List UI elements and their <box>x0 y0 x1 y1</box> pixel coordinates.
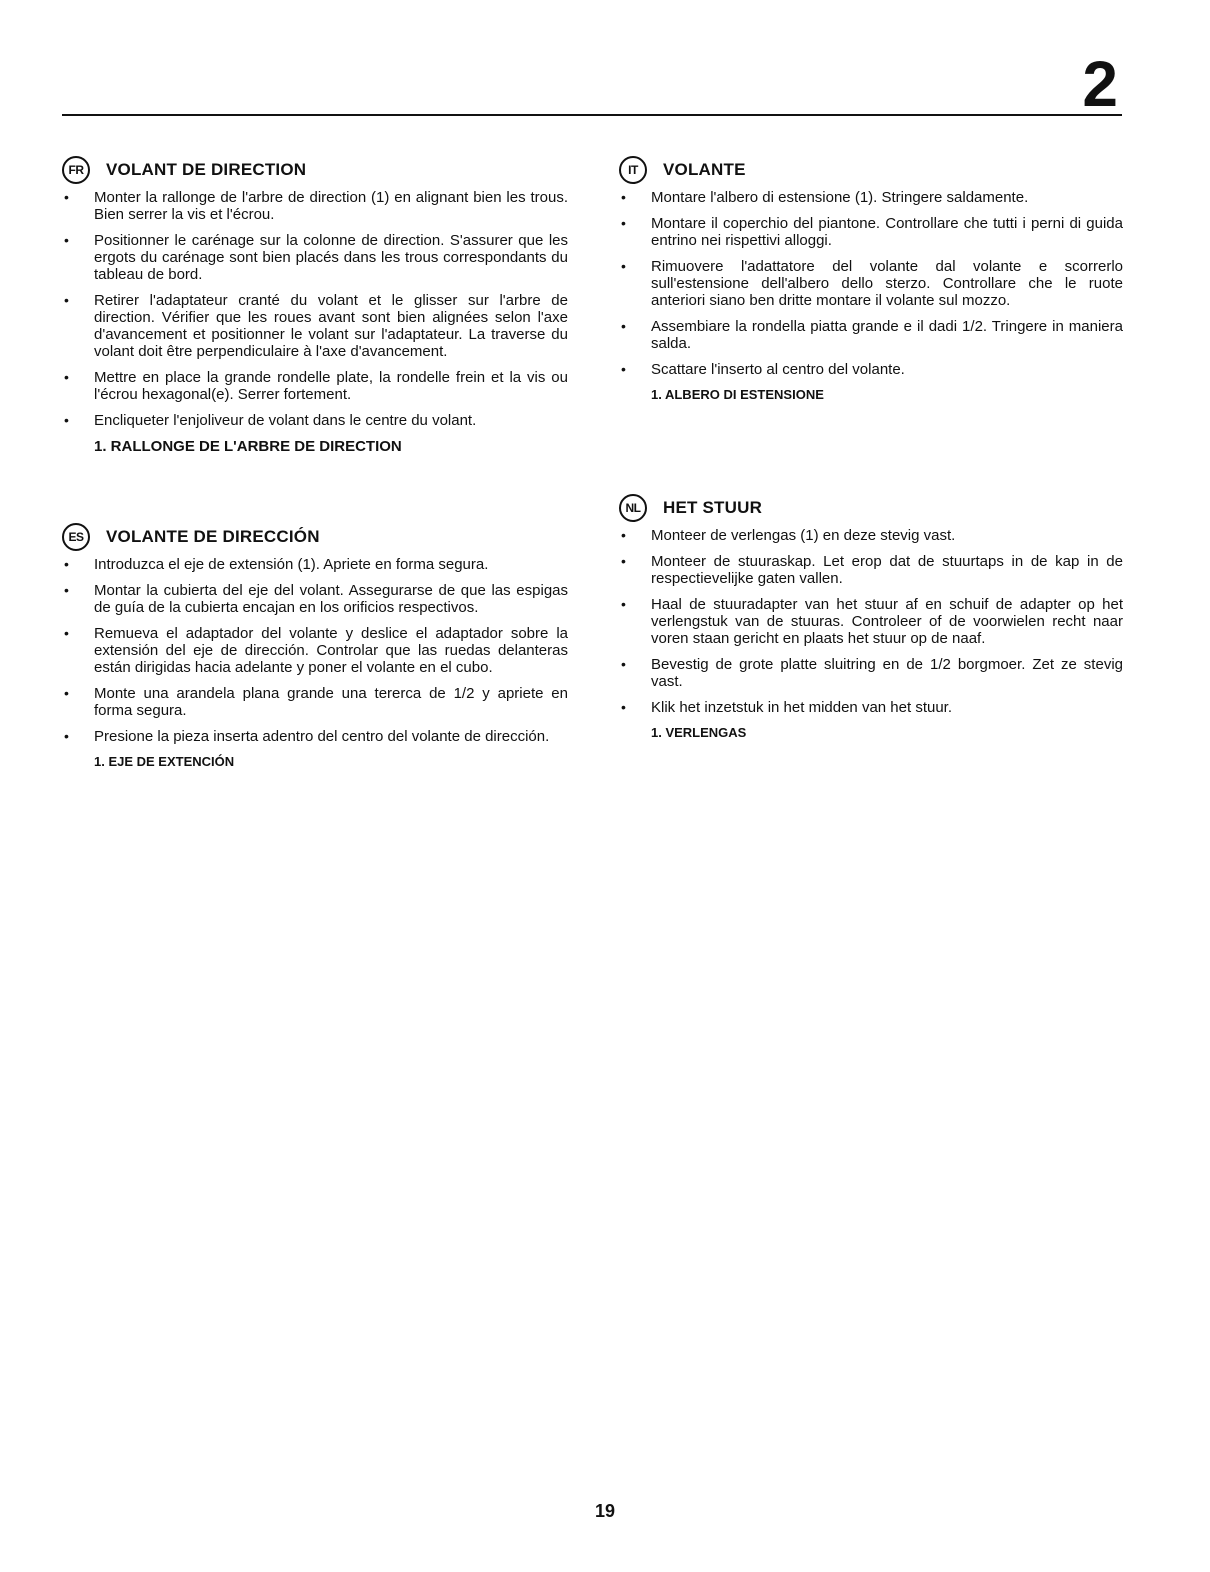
step-item: • Monteer de stuuraskap. Let erop dat de stuurtaps in de kap in de respectievelijke gaten vallen. <box>619 553 1123 587</box>
language-badge-fr: FR <box>62 156 90 184</box>
chapter-number: 2 <box>1082 48 1118 120</box>
section-fr <box>62 156 568 455</box>
section-header <box>62 156 568 184</box>
step-item: • Monteer de verlengas (1) en deze stevig vast. <box>619 527 1123 544</box>
step-item: • Monter la rallonge de l'arbre de direction (1) en alignant bien les trous. Bien serrer la vis et l'écrou. <box>62 189 568 223</box>
page-number: 19 <box>594 1501 616 1521</box>
step-item: • Retirer l'adaptateur cranté du volant et le glisser sur l'arbre de direction. Vérifier que les roues avant sont bien alignées selon l'axe d'avancement et positionner le volant sur l'adaptateur. La traverse du volant doit être perpendiculaire à l'axe d'avancement. <box>62 292 568 360</box>
language-badge-es: ES <box>62 523 90 551</box>
step-item: • Assembiare la rondella piatta grande e il dadi 1/2. Tringere in maniera salda. <box>619 318 1123 352</box>
section-title-nl: HET STUUR <box>663 498 763 517</box>
figure-caption-it: 1. ALBERO DI ESTENSIONE <box>651 387 824 402</box>
step-item: • Introduzca el eje de extensión (1). Apriete en forma segura. <box>62 556 568 573</box>
section-header <box>619 494 1123 522</box>
step-item: • Klik het inzetstuk in het midden van het stuur. <box>619 699 1123 716</box>
step-item: • Monte una arandela plana grande una tererca de 1/2 y apriete en forma segura. <box>62 685 568 719</box>
section-title-fr: VOLANT DE DIRECTION <box>106 160 307 179</box>
step-item: • Haal de stuuradapter van het stuur af en schuif de adapter op het verlengstuk van de stuuras. Controleer of de voorwielen recht naar voren staan gericht en plaats het stuur op de naaf. <box>619 596 1123 647</box>
section-header <box>62 523 568 551</box>
step-item: • Presione la pieza inserta adentro del centro del volante de dirección. <box>62 728 568 745</box>
step-list-it <box>619 189 1123 378</box>
section-title-es: VOLANTE DE DIRECCIÓN <box>106 527 320 546</box>
step-list-es <box>62 556 568 745</box>
section-header <box>619 156 1123 184</box>
step-item: • Rimuovere l'adattatore del volante dal volante e scorrerlo sull'estensione dell'albero dello sterzo. Controllare che le ruote anteriori siano ben dritte montare il volante sul mozzo. <box>619 258 1123 309</box>
step-item: • Mettre en place la grande rondelle plate, la rondelle frein et la vis ou l'écrou hexagonal(e). Serrer fortement. <box>62 369 568 403</box>
step-list-nl <box>619 527 1123 716</box>
section-title-it: VOLANTE <box>663 160 746 179</box>
section-nl <box>619 494 1123 740</box>
language-badge-it: IT <box>619 156 647 184</box>
figure-caption-es: 1. EJE DE EXTENCIÓN <box>94 754 235 769</box>
header-rule <box>62 114 1122 116</box>
section-es <box>62 523 568 769</box>
step-item: • Scattare l'inserto al centro del volante. <box>619 361 1123 378</box>
step-list-fr <box>62 189 568 429</box>
step-item: • Montare l'albero di estensione (1). Stringere saldamente. <box>619 189 1123 206</box>
step-item: • Positionner le carénage sur la colonne de direction. S'assurer que les ergots du carénage sont bien placés dans les trous correspondants du tableau de bord. <box>62 232 568 283</box>
step-item: • Montar la cubierta del eje del volant. Assegurarse de que las espigas de guía de la cubierta encajan en los orificios respectivos. <box>62 582 568 616</box>
step-item: • Encliqueter l'enjoliveur de volant dans le centre du volant. <box>62 412 568 429</box>
figure-caption-fr: 1. RALLONGE DE L'ARBRE DE DIRECTION <box>94 438 402 455</box>
language-badge-nl: NL <box>619 494 647 522</box>
section-it <box>619 156 1123 402</box>
step-item: • Remueva el adaptador del volante y deslice el adaptador sobre la extensión del eje de dirección. Controlar que las ruedas delanteras están dirigidas hacia adelante y poner el volante en el cubo. <box>62 625 568 676</box>
step-item: • Bevestig de grote platte sluitring en de 1/2 borgmoer. Zet ze stevig vast. <box>619 656 1123 690</box>
step-item: • Montare il coperchio del piantone. Controllare che tutti i perni di guida entrino nei rispettivi alloggi. <box>619 215 1123 249</box>
figure-caption-nl: 1. VERLENGAS <box>651 725 747 740</box>
